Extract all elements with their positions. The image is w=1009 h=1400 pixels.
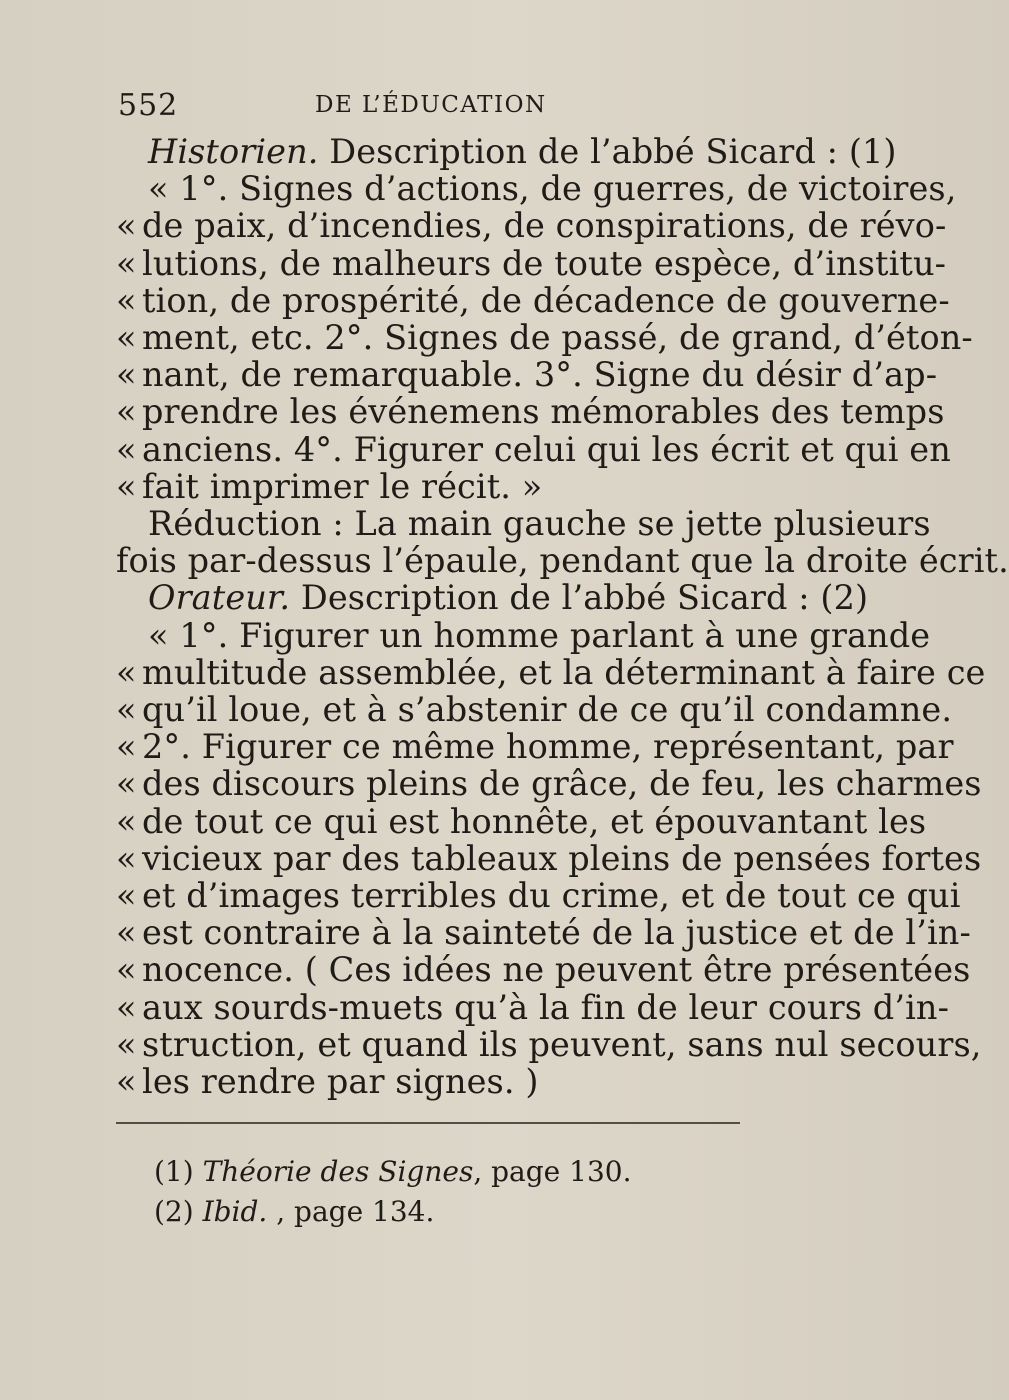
line-text: tion, de prospérité, de décadence de gouverne- <box>142 280 950 320</box>
line-text: struction, et quand ils peuvent, sans nul secours, <box>142 1024 982 1064</box>
quote-mark: « <box>116 876 137 915</box>
quote-mark: « <box>116 690 137 729</box>
line-text: Réduction : La main gauche se jette plusieurs <box>148 504 931 543</box>
text-line <box>116 1060 539 1104</box>
quote-mark: « <box>116 652 137 692</box>
line-text: prendre les événemens mémorables des temps <box>142 392 945 432</box>
line-text: Description de l’abbé Sicard : (2) <box>290 578 869 618</box>
quote-mark: « <box>116 987 137 1027</box>
footnote <box>154 1152 631 1192</box>
line-text: lutions, de malheurs de toute espèce, d’institu- <box>142 243 947 283</box>
line-text: nocence. ( Ces idées ne peuvent être présentées <box>142 950 971 990</box>
page-number: 552 <box>118 88 179 123</box>
line-text: multitude assemblée, et la déterminant à faire ce <box>142 652 986 692</box>
quote-mark: « <box>116 913 137 953</box>
footnote-text: , page 130. <box>473 1155 632 1188</box>
quote-mark: « <box>116 318 137 357</box>
running-title: DE L’ÉDUCATION <box>315 92 547 118</box>
quote-mark: « <box>116 206 137 246</box>
line-text: vicieux par des tableaux pleins de pensées fortes <box>142 838 982 878</box>
footnote-source: Ibid. <box>202 1195 268 1228</box>
footnote-marker: (2) <box>154 1195 203 1228</box>
quote-mark: « <box>116 1062 137 1101</box>
line-text: 2°. Figurer ce même homme, représentant, par <box>142 727 954 767</box>
line-text: et d’images terribles du crime, et de tout ce qui <box>142 876 961 915</box>
footnote-text: , page 134. <box>267 1195 435 1228</box>
line-text: des discours pleins de grâce, de feu, les charmes <box>142 764 982 804</box>
footnote-rule <box>116 1122 740 1124</box>
quote-mark: « <box>116 1024 137 1064</box>
line-text: « 1°. Figurer un homme parlant à une grande <box>148 615 931 655</box>
footnote-marker: (1) <box>154 1155 203 1188</box>
quote-mark: « <box>116 392 137 432</box>
quote-mark: « <box>116 243 137 283</box>
quote-mark: « <box>116 727 137 767</box>
page-header <box>118 88 678 124</box>
quote-mark: « <box>116 280 137 320</box>
line-text: de paix, d’incendies, de conspirations, de révo- <box>142 206 947 246</box>
line-text: de tout ce qui est honnête, et épouvantant les <box>142 801 927 841</box>
footnote-source: Théorie des Signes <box>202 1155 474 1188</box>
footnotes <box>154 1152 631 1232</box>
line-text: nant, de remarquable. 3°. Signe du désir d’ap- <box>142 355 938 395</box>
quote-mark: « <box>116 801 137 841</box>
footnote <box>154 1192 631 1232</box>
speaker-label: Historien. <box>148 132 319 171</box>
speaker-label: Orateur. <box>148 578 291 618</box>
line-text: fait imprimer le récit. » <box>142 466 543 506</box>
quote-mark: « <box>116 838 137 878</box>
quote-mark: « <box>116 950 137 990</box>
line-text: les rendre par signes. ) <box>142 1062 539 1101</box>
quote-mark: « <box>116 764 137 804</box>
line-text: qu’il loue, et à s’abstenir de ce qu’il condamne. <box>142 690 953 729</box>
line-text: est contraire à la sainteté de la justice et de l’in- <box>142 913 971 953</box>
line-text: fois par-dessus l’épaule, pendant que la droite écrit. <box>116 541 1009 581</box>
line-text: « 1°. Signes d’actions, de guerres, de victoires, <box>148 169 957 209</box>
quote-mark: « <box>116 355 137 395</box>
line-text: Description de l’abbé Sicard : (1) <box>318 132 897 171</box>
line-text: ment, etc. 2°. Signes de passé, de grand, d’éton- <box>142 318 973 357</box>
quote-mark: « <box>116 466 137 506</box>
line-text: anciens. 4°. Figurer celui qui les écrit et qui en <box>142 429 951 469</box>
quote-mark: « <box>116 429 137 469</box>
line-text: aux sourds-muets qu’à la fin de leur cours d’in- <box>142 987 949 1027</box>
